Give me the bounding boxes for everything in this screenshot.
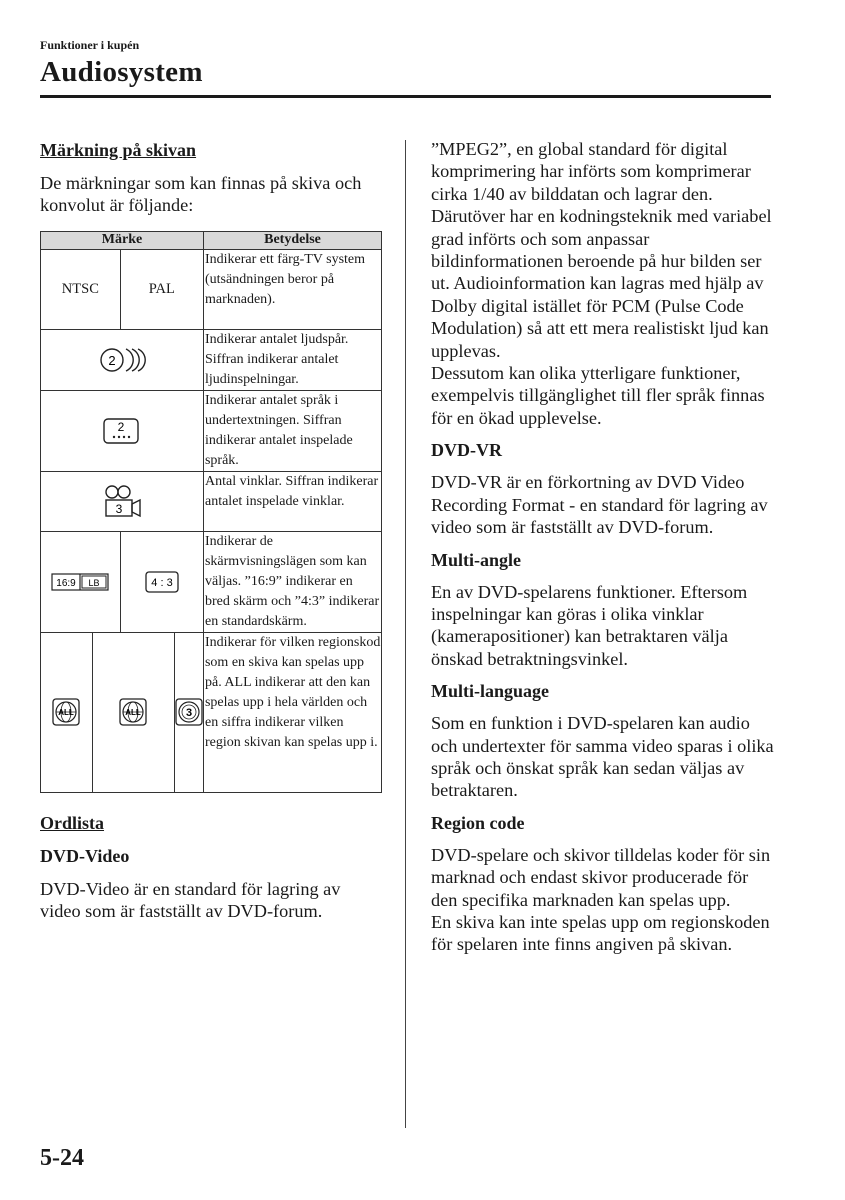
mark-cell bbox=[41, 390, 204, 471]
mark-pal: PAL bbox=[120, 249, 203, 329]
left-column bbox=[40, 138, 385, 923]
region-all-globe-label: ALL bbox=[125, 708, 142, 718]
audio-tracks-icon bbox=[98, 345, 146, 375]
widescreen-letterbox-icon bbox=[51, 573, 109, 591]
multi-language-heading: Multi-language bbox=[431, 681, 550, 702]
meaning-cell: Indikerar för vilken regionskod som en skiva kan spelas upp på. ALL indikerar att den kan spelas upp i hela världen och en siffra indikerar vilken region skivan kan spelas upp i. bbox=[203, 632, 381, 792]
mark-cell bbox=[120, 531, 203, 632]
mpeg-text: ”MPEG2”, en global standard för digital komprimering har införts som komprimerar cirka 1/40 av bilddatan och lagrar den. Därutöver har en kodningsteknik med variabel grad införts och som anpassar bildinformationen beroende på hur bilden ser ut. Audioinformation kan lagras med hjälp av Dolby digital istället för PCM (Pulse Code Modulation) så att ett mera realistiskt ljud kan upplevas. bbox=[431, 139, 772, 361]
meaning-cell: Indikerar antalet språk i undertextningen. Siffran indikerar antalet inspelade språk. bbox=[203, 390, 381, 471]
camera-angle-icon-number: 3 bbox=[115, 502, 123, 517]
table-row bbox=[41, 531, 382, 632]
table-row bbox=[41, 329, 382, 390]
meaning-cell: Indikerar ett färg-TV system (utsändningen beror på marknaden). bbox=[203, 249, 381, 329]
section-label: Funktioner i kupén bbox=[40, 38, 140, 52]
multi-language-text: Som en funktion i DVD-spelaren kan audio och undertexter för samma video sparas i olika språk och önskat språk kan sedan väljas av betraktaren. bbox=[431, 713, 774, 801]
mark-cell bbox=[92, 632, 174, 792]
table-row bbox=[41, 249, 382, 329]
subtitles-icon-number: 2 bbox=[117, 419, 125, 434]
page-number: 5-24 bbox=[40, 1145, 84, 1171]
widescreen-label: 16:9 bbox=[56, 577, 77, 589]
markings-intro: De märkningar som kan finnas på skiva och konvolut är följande: bbox=[40, 173, 362, 216]
table-row bbox=[41, 632, 382, 792]
standard-screen-icon bbox=[144, 570, 180, 594]
mark-cell bbox=[41, 329, 204, 390]
table-row bbox=[41, 471, 382, 531]
region-code-text: DVD-spelare och skivor tilldelas koder för sin marknad och endast skivor producerade för den specifika marknaden kan spelas upp. bbox=[431, 844, 771, 910]
header-divider bbox=[40, 95, 771, 98]
dvd-vr-text: DVD-VR är en förkortning av DVD Video Recording Format - en standard för lagring av video som är fastställt av DVD-forum. bbox=[431, 472, 768, 538]
column-divider bbox=[405, 140, 406, 1128]
standard-screen-label: 4 : 3 bbox=[151, 576, 173, 589]
region-code-heading: Region code bbox=[431, 812, 525, 833]
letterbox-label: LB bbox=[88, 577, 100, 588]
audio-tracks-icon-number: 2 bbox=[108, 352, 116, 368]
right-column bbox=[431, 138, 776, 956]
glossary-heading: Ordlista bbox=[40, 812, 105, 833]
multi-angle-heading: Multi-angle bbox=[431, 549, 521, 570]
table-header-row bbox=[41, 231, 382, 249]
disc-markings-table bbox=[40, 231, 382, 793]
region-all-icon bbox=[52, 698, 80, 726]
markings-heading: Märkning på skivan bbox=[40, 140, 197, 160]
subtitles-icon bbox=[102, 417, 142, 445]
region-number-icon bbox=[175, 698, 203, 726]
mark-cell bbox=[41, 632, 93, 792]
mark-cell bbox=[174, 632, 203, 792]
region-code-text-extra: En skiva kan inte spelas upp om regionskoden för spelaren inte finns angiven på skivan. bbox=[431, 911, 770, 955]
mark-cell bbox=[41, 471, 204, 531]
region-number-label: 3 bbox=[185, 707, 193, 720]
column-header-meaning: Betydelse bbox=[203, 231, 381, 249]
dvd-vr-heading: DVD-VR bbox=[431, 440, 502, 461]
mark-ntsc: NTSC bbox=[41, 249, 121, 329]
mpeg-text-extra: Dessutom kan olika ytterligare funktioner, exempelvis tillgänglighet till fler språk finnas för en ökad upplevelse. bbox=[431, 363, 765, 428]
table-row bbox=[41, 390, 382, 471]
mark-cell bbox=[41, 531, 121, 632]
dvd-video-heading: DVD-Video bbox=[40, 845, 130, 866]
meaning-cell: Indikerar antalet ljudspår. Siffran indikerar antalet ljudinspelningar. bbox=[203, 329, 381, 390]
region-all-globe-icon bbox=[119, 698, 147, 726]
multi-angle-text: En av DVD-spelarens funktioner. Eftersom inspelningar kan göras i olika vinklar (kamerapositioner) kan betraktaren välja önskad betraktningsvinkel. bbox=[431, 581, 748, 669]
meaning-cell: Antal vinklar. Siffran indikerar antalet inspelade vinklar. bbox=[203, 471, 381, 531]
region-all-label: ALL bbox=[58, 708, 75, 718]
dvd-video-text: DVD-Video är en standard för lagring av video som är fastställt av DVD-forum. bbox=[40, 878, 341, 922]
page-title: Audiosystem bbox=[40, 56, 203, 88]
column-header-mark: Märke bbox=[41, 231, 204, 249]
camera-angle-icon bbox=[100, 484, 144, 518]
meaning-cell: Indikerar de skärmvisningslägen som kan väljas. ”16:9” indikerar en bred skärm och ”4:3” indikerar en standardskärm. bbox=[203, 531, 381, 632]
